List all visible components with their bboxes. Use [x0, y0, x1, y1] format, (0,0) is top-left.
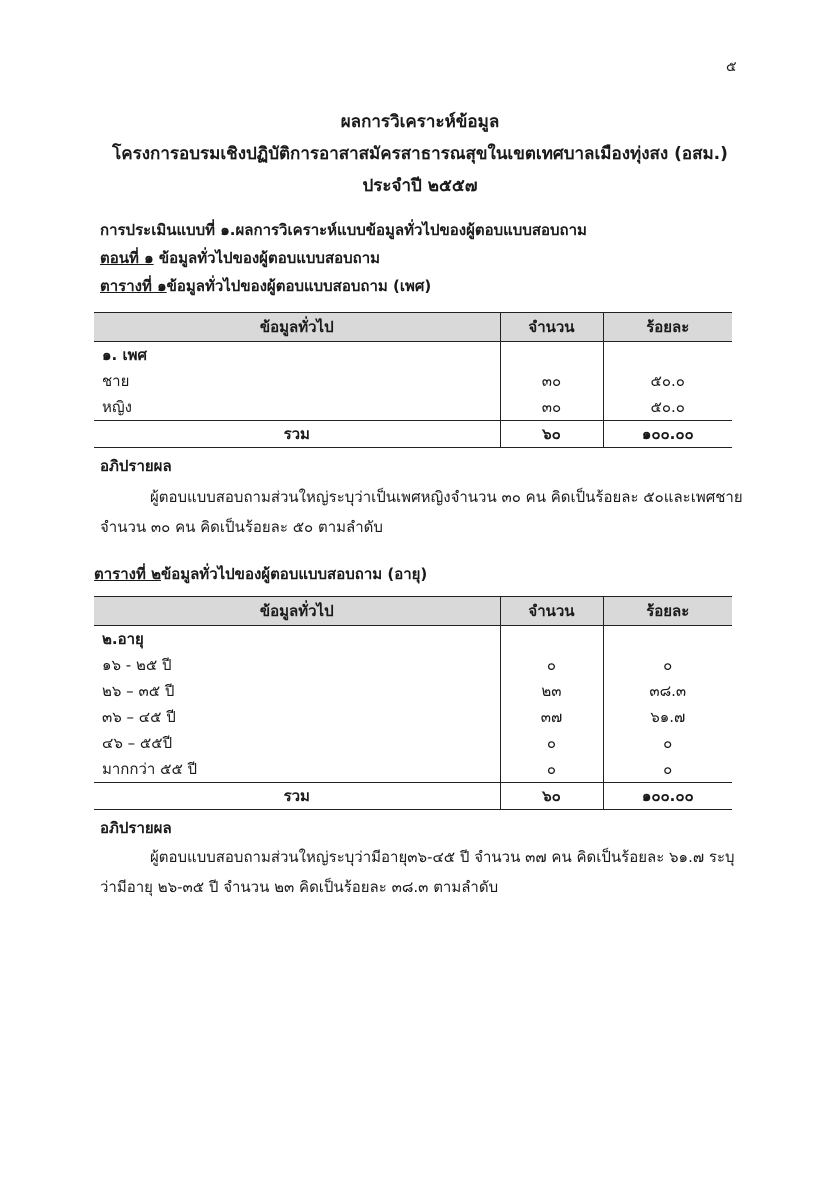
row-percent: ๖๑.๗ — [650, 708, 686, 726]
table-row — [94, 368, 732, 394]
table-row — [94, 756, 732, 783]
row-percent: ๓๘.๓ — [649, 682, 687, 700]
part1-heading — [100, 244, 380, 272]
header-general-info: ข้อมูลทั่วไป — [94, 313, 500, 342]
table-header-row — [94, 313, 732, 342]
table2-caption-label: ตารางที่ ๒ — [94, 565, 161, 583]
group-label: ๑. เพศ — [94, 342, 500, 369]
row-percent: ๐ — [663, 734, 673, 752]
row-count: ๐ — [500, 730, 603, 756]
table1-caption — [100, 272, 431, 300]
discussion1-heading: อภิปรายผล — [100, 457, 172, 475]
row-count: ๓๐ — [500, 394, 603, 421]
header-general-info: ข้อมูลทั่วไป — [94, 597, 500, 626]
total-percent: ๑๐๐.๐๐ — [603, 421, 732, 448]
row-count: ๒๓ — [500, 678, 603, 704]
table-row — [94, 704, 732, 730]
page-number: ๕ — [726, 59, 737, 75]
row-percent: ๐ — [663, 656, 673, 674]
header-percent: ร้อยละ — [603, 597, 732, 626]
discussion2-heading: อภิปรายผล — [100, 819, 172, 837]
table2-caption — [94, 560, 427, 588]
table2-caption-text: ข้อมูลทั่วไปของผู้ตอบแบบสอบถาม (อายุ) — [160, 565, 428, 583]
row-label: ๓๖ – ๔๕ ปี — [94, 704, 500, 730]
table-total-row — [94, 783, 732, 810]
table1-caption-text: ข้อมูลทั่วไปของผู้ตอบแบบสอบถาม (เพศ) — [166, 277, 432, 295]
total-count: ๖๐ — [500, 421, 603, 448]
table-group-row — [94, 626, 732, 653]
table-row — [94, 394, 732, 421]
row-percent: ๐ — [663, 760, 673, 778]
part1-label: ตอนที่ ๑ — [100, 249, 154, 267]
report-title: ผลการวิเคราะห์ข้อมูล — [340, 112, 500, 132]
table-row — [94, 678, 732, 704]
row-count: ๐ — [500, 756, 603, 783]
table1-caption-label: ตารางที่ ๑ — [100, 277, 167, 295]
row-label: ๑๖ - ๒๕ ปี — [94, 652, 500, 678]
header-count: จำนวน — [500, 597, 603, 626]
header-percent: ร้อยละ — [603, 313, 732, 342]
discussion2-text: ผู้ตอบแบบสอบถามส่วนใหญ่ระบุว่ามีอายุ๓๖-๔๕ ปี จำนวน ๓๗ คน คิดเป็นร้อยละ ๖๑.๗ ระบุว่ามีอายุ ๒๖-๓๕ ปี จำนวน ๒๓ คิดเป็นร้อยละ ๓๘.๓ ตามลำดับ — [100, 848, 735, 896]
table-row — [94, 730, 732, 756]
total-percent: ๑๐๐.๐๐ — [603, 783, 732, 810]
header-count: จำนวน — [500, 313, 603, 342]
fiscal-year: ประจำปี ๒๕๕๗ — [362, 176, 478, 196]
row-label: หญิง — [94, 394, 500, 421]
row-count: ๐ — [500, 652, 603, 678]
table-header-row — [94, 597, 732, 626]
total-label: รวม — [94, 783, 500, 810]
row-percent: ๕๐.๐ — [650, 398, 685, 416]
row-label: มากกว่า ๕๕ ปี — [94, 756, 500, 783]
assessment-heading: การประเมินแบบที่ ๑.ผลการวิเคราะห์แบบข้อมูลทั่วไปของผู้ตอบแบบสอบถาม — [100, 221, 587, 239]
table-gender — [94, 312, 732, 448]
table-age — [94, 596, 732, 810]
part1-text: ข้อมูลทั่วไปของผู้ตอบแบบสอบถาม — [153, 249, 381, 267]
discussion1-text: ผู้ตอบแบบสอบถามส่วนใหญ่ระบุว่าเป็นเพศหญิงจำนวน ๓๐ คน คิดเป็นร้อยละ ๕๐และเพศชาย จำนวน ๓๐ คน คิดเป็นร้อยละ ๕๐ ตามลำดับ — [100, 488, 743, 536]
table-row — [94, 652, 732, 678]
row-count: ๓๐ — [500, 368, 603, 394]
row-count: ๓๗ — [500, 704, 603, 730]
table-total-row — [94, 421, 732, 448]
group-label: ๒.อายุ — [94, 626, 500, 653]
row-percent: ๕๐.๐ — [650, 372, 685, 390]
total-label: รวม — [94, 421, 500, 448]
total-count: ๖๐ — [500, 783, 603, 810]
row-label: ๒๖ – ๓๕ ปี — [94, 678, 500, 704]
table-group-row — [94, 342, 732, 369]
row-label: ชาย — [94, 368, 500, 394]
project-title: โครงการอบรมเชิงปฏิบัติการอาสาสมัครสาธารณสุขในเขตเทศบาลเมืองทุ่งสง (อสม.) — [112, 144, 728, 164]
row-label: ๔๖ – ๕๕ปี — [94, 730, 500, 756]
